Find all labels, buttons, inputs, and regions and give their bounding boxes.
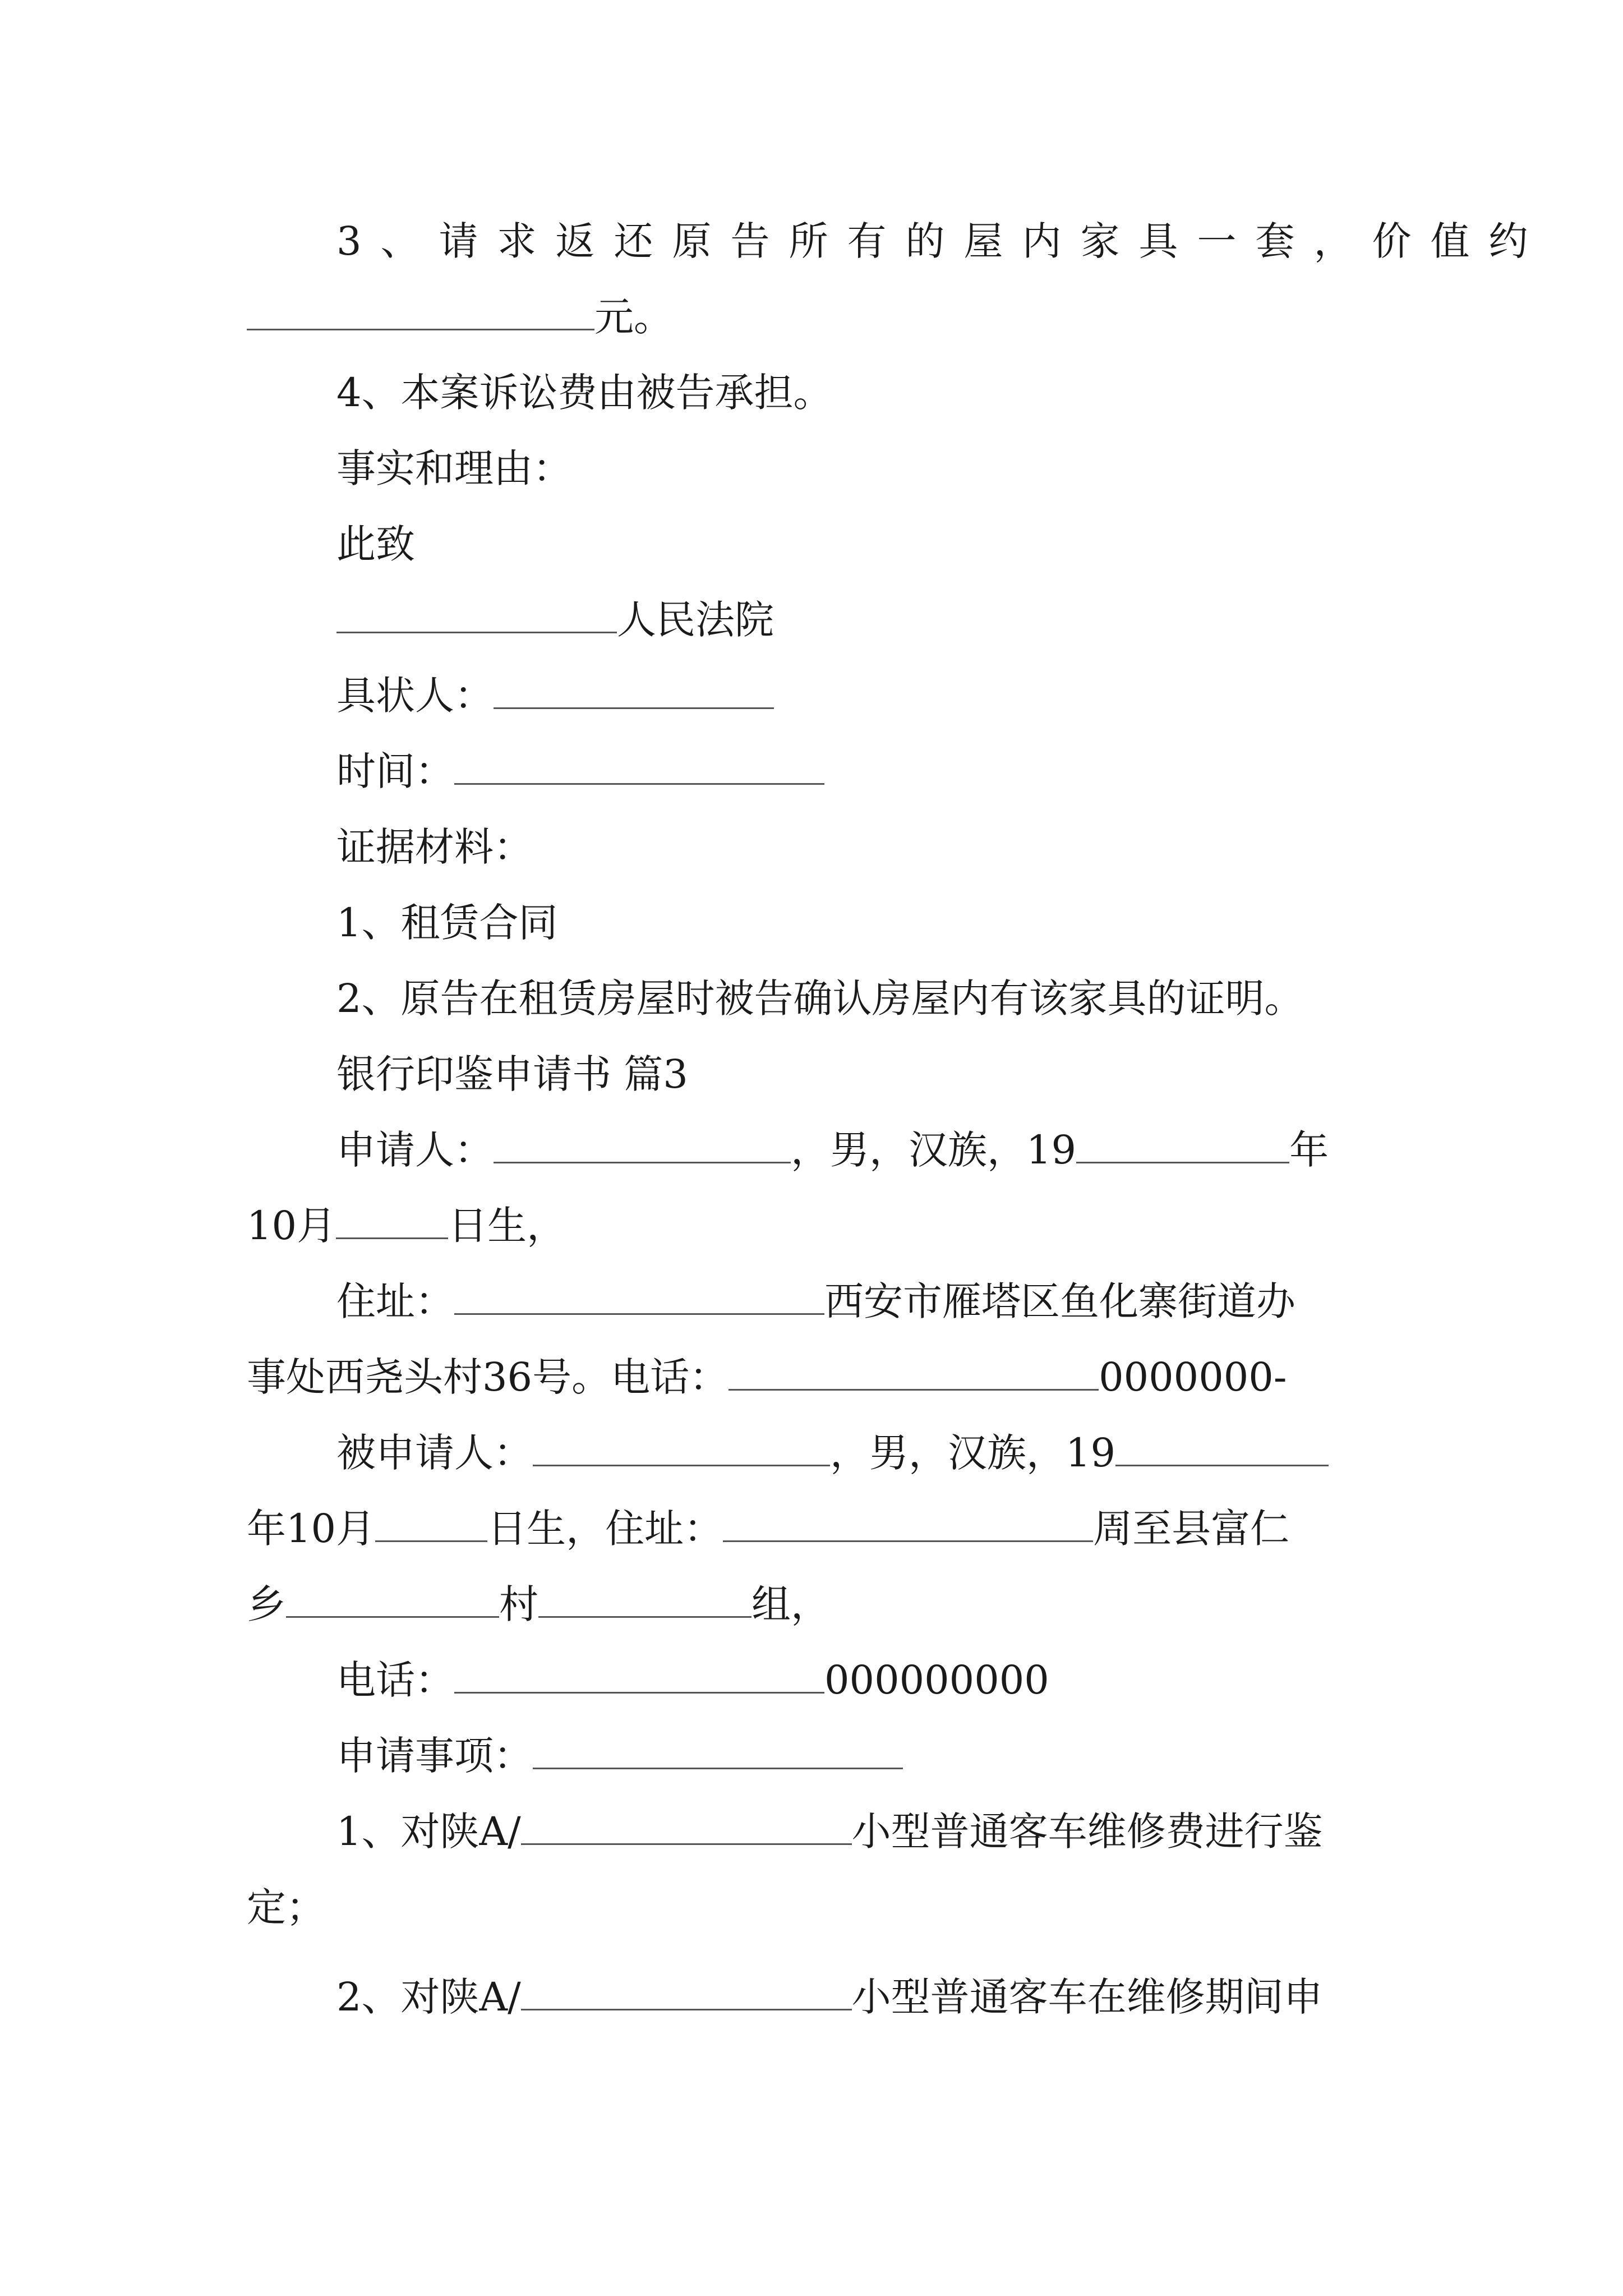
respondent-county: 周至县富仁 [1093, 1506, 1290, 1552]
applicant-address-text: 西安市雁塔区鱼化寨街道办 [824, 1278, 1295, 1324]
yuan-suffix: 元。 [594, 294, 673, 340]
applicant-name-blank [494, 1127, 791, 1163]
salute-text: 此致 [336, 521, 415, 567]
request-item-1-line [336, 1806, 1323, 1857]
applicant-address-label: 住址： [336, 1278, 454, 1324]
applicant-address-line [336, 1276, 1295, 1327]
respondent-xiang-blank [286, 1581, 499, 1618]
respondent-day-addr: 日生，住址： [487, 1506, 723, 1552]
claim3-value-line [247, 292, 673, 342]
court-line [336, 595, 774, 645]
request-item-2-suffix: 小型普通客车在维修期间申 [851, 1974, 1323, 2020]
court-blank [336, 597, 617, 633]
petitioner-label: 具状人： [336, 673, 494, 719]
petitioner-line [336, 670, 774, 721]
time-label: 时间： [336, 748, 454, 794]
facts-line [336, 443, 572, 494]
applicant-line [336, 1125, 1329, 1175]
petitioner-blank [494, 673, 774, 709]
respondent-year-blank [1115, 1430, 1329, 1466]
claim4-text: 4、本案诉讼费由被告承担。 [336, 370, 833, 416]
applicant-address-blank [454, 1278, 824, 1315]
heading-text: 银行印鉴申请书 篇3 [336, 1051, 688, 1097]
respondent-xiang: 乡 [247, 1581, 286, 1627]
value-blank [247, 294, 594, 330]
request-item-1-cont: 定； [247, 1884, 325, 1930]
request-label: 申请事项： [336, 1733, 533, 1779]
applicant-phone-line [247, 1352, 1287, 1402]
section-heading [336, 1049, 688, 1099]
court-suffix: 人民法院 [617, 597, 774, 643]
request-item-2-blank [521, 1974, 852, 2010]
claim4-line [336, 367, 833, 418]
applicant-year-blank [1076, 1127, 1289, 1163]
request-item-1-blank [521, 1809, 852, 1845]
applicant-address-cont: 事处西尧头村36号。电话： [247, 1354, 729, 1400]
respondent-day-blank [375, 1506, 487, 1542]
request-item-2-prefix: 2、对陕A/ [336, 1974, 521, 2020]
respondent-label: 被申请人： [336, 1430, 533, 1476]
time-blank [454, 748, 824, 785]
evidence-2-text: 2、原告在租赁房屋时被告确认房屋内有该家具的证明。 [336, 976, 1304, 1022]
respondent-cun: 村 [499, 1581, 538, 1627]
applicant-month: 10月 [247, 1203, 336, 1249]
respondent-phone-blank [454, 1657, 824, 1694]
applicant-phone-blank [728, 1354, 1099, 1391]
respondent-village-line [247, 1579, 830, 1630]
respondent-phone-line [336, 1655, 1049, 1705]
respondent-birth-line [247, 1503, 1289, 1554]
respondent-name-blank [533, 1430, 830, 1466]
respondent-cun-blank [538, 1581, 751, 1618]
claim3-line [336, 216, 1547, 266]
evidence-label: 证据材料： [336, 824, 533, 870]
evidence-2-line [336, 973, 1304, 1024]
applicant-day: 日生， [448, 1203, 566, 1249]
evidence-1-line [336, 898, 558, 948]
request-item-1-suffix: 小型普通客车维修费进行鉴 [851, 1809, 1323, 1855]
applicant-day-blank [336, 1203, 448, 1239]
respondent-month: 年10月 [247, 1506, 376, 1552]
request-line [336, 1731, 903, 1781]
salute-line [336, 519, 415, 569]
evidence-1-text: 1、租赁合同 [336, 900, 558, 946]
evidence-line [336, 822, 533, 872]
applicant-mid: ，男，汉族，19 [791, 1127, 1077, 1173]
applicant-birth-line [247, 1200, 566, 1251]
request-blank [533, 1733, 903, 1769]
respondent-phone-label: 电话： [336, 1657, 454, 1703]
time-line [336, 746, 824, 797]
claim3-text: 3、请求返还原告所有的屋内家具一套，价值约 [336, 218, 1547, 264]
request-item-2-line [336, 1972, 1323, 2022]
facts-text: 事实和理由： [336, 445, 572, 491]
applicant-phone-suffix: 0000000- [1099, 1354, 1287, 1400]
respondent-line [336, 1428, 1329, 1478]
applicant-year: 年 [1289, 1127, 1329, 1173]
respondent-address-blank [723, 1506, 1093, 1542]
request-item-1-cont-line [247, 1882, 325, 1932]
respondent-mid: ，男，汉族，19 [830, 1430, 1116, 1476]
respondent-zu: 组， [751, 1581, 830, 1627]
applicant-label: 申请人： [336, 1127, 494, 1173]
request-item-1-prefix: 1、对陕A/ [336, 1809, 521, 1855]
respondent-phone-suffix: 000000000 [824, 1657, 1049, 1703]
